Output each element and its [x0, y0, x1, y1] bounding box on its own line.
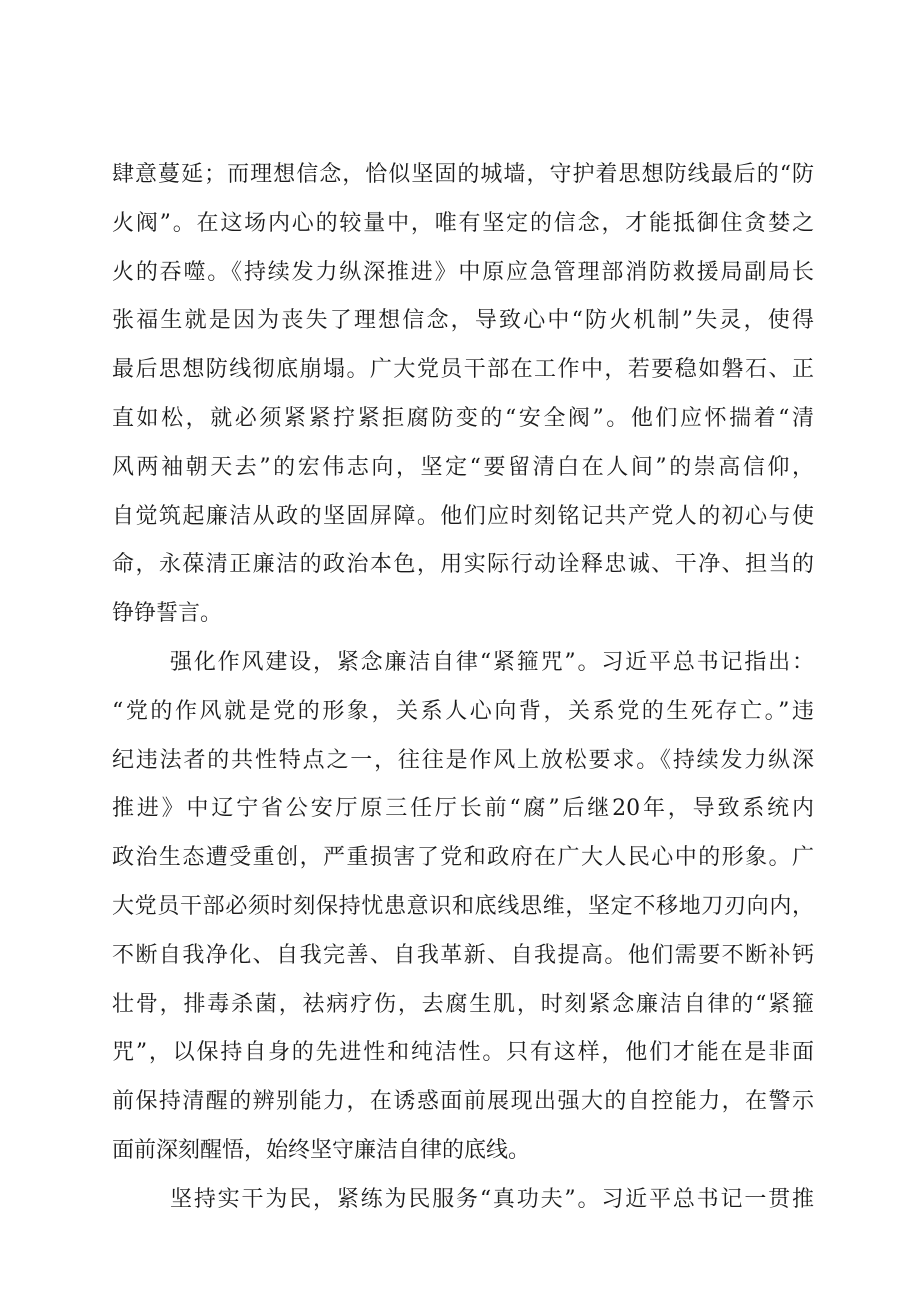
text-line: 纪违法者的共性特点之一，往往是作风上放松要求。《持续发力纵深	[112, 747, 814, 773]
text-line: 火阀”。在这场内心的较量中，唯有坚定的信念，才能抵御住贪婪之	[112, 210, 814, 236]
text-line: 直如松，就必须紧紧拧紧拒腐防变的“安全阀”。他们应怀揣着“清	[112, 405, 814, 431]
paragraph-ideals	[112, 151, 814, 639]
text-line: 大党员干部必须时刻保持忧患意识和底线思维，坚定不移地刀刃向内，	[112, 893, 814, 919]
text-line: 坚持实干为民，紧练为民服务“真功夫”。习近平总书记一贯推	[170, 1186, 814, 1212]
text-line: 咒”，以保持自身的先进性和纯洁性。只有这样，他们才能在是非面	[112, 1040, 814, 1066]
paragraph-work-style	[112, 639, 814, 1176]
document-body	[112, 151, 814, 1225]
text-line: 自觉筑起廉洁从政的坚固屏障。他们应时刻铭记共产党人的初心与使	[112, 503, 814, 529]
paragraph-serve-people	[112, 1176, 814, 1225]
text-line: 强化作风建设，紧念廉洁自律“紧箍咒”。习近平总书记指出：	[170, 649, 814, 675]
text-line: 铮铮誓言。	[112, 601, 223, 627]
text-line: 政治生态遭受重创，严重损害了党和政府在广大人民心中的形象。广	[112, 845, 814, 871]
text-line: 火的吞噬。《持续发力纵深推进》中原应急管理部消防救援局副局长	[112, 259, 814, 285]
text-line: 前保持清醒的辨别能力，在诱惑面前展现出强大的自控能力，在警示	[112, 1089, 814, 1115]
text-line: 张福生就是因为丧失了理想信念，导致心中“防火机制”失灵，使得	[112, 308, 814, 334]
text-line: 面前深刻醒悟，始终坚守廉洁自律的底线。	[112, 1137, 531, 1163]
text-line: 风两袖朝天去”的宏伟志向，坚定“要留清白在人间”的崇高信仰，	[112, 454, 814, 480]
text-line: 壮骨，排毒杀菌，祛病疗伤，去腐生肌，时刻紧念廉洁自律的“紧箍	[112, 991, 814, 1017]
text-line: “党的作风就是党的形象，关系人心向背，关系党的生死存亡。”违	[112, 698, 814, 724]
text-line: 推进》中辽宁省公安厅原三任厅长前“腐”后继20年，导致系统内	[112, 796, 814, 822]
text-line: 不断自我净化、自我完善、自我革新、自我提高。他们需要不断补钙	[112, 942, 814, 968]
text-line: 最后思想防线彻底崩塌。广大党员干部在工作中，若要稳如磐石、正	[112, 357, 814, 383]
text-line: 命，永葆清正廉洁的政治本色，用实际行动诠释忠诚、干净、担当的	[112, 552, 814, 578]
text-line: 肆意蔓延；而理想信念，恰似坚固的城墙，守护着思想防线最后的“防	[112, 162, 814, 187]
